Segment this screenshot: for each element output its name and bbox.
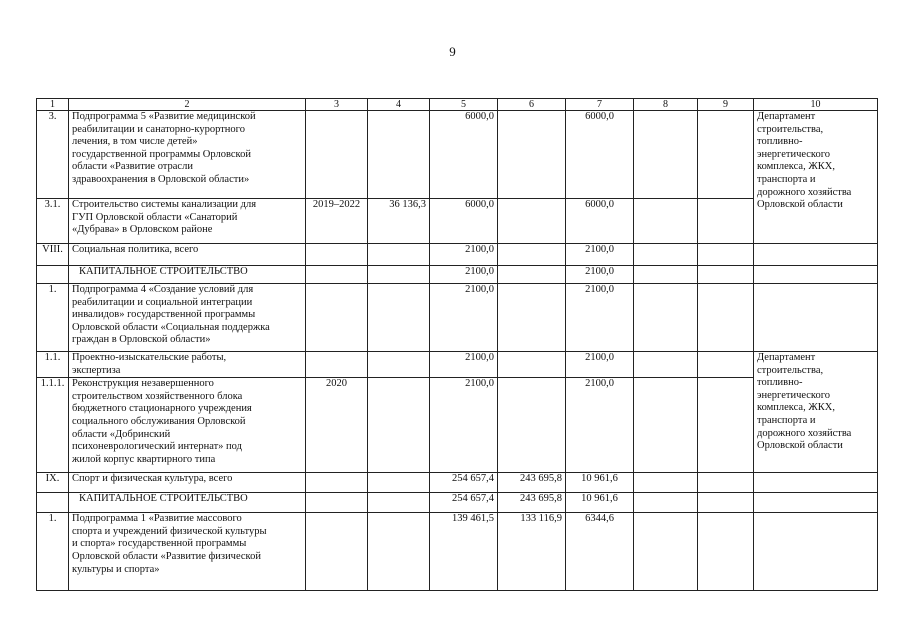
column-header: 8 (634, 99, 698, 111)
col9-cell (698, 266, 754, 284)
row-number: VIII. (37, 244, 69, 266)
row-number (37, 493, 69, 513)
col9-cell (698, 111, 754, 199)
row-number: IX. (37, 473, 69, 493)
federal-cell (498, 111, 566, 199)
total-cell: 6000,0 (430, 111, 498, 199)
period-cell (306, 111, 368, 199)
period-cell (306, 244, 368, 266)
regional-cell: 2100,0 (566, 378, 634, 473)
responsible-cell (754, 473, 878, 493)
budget-table (36, 98, 878, 591)
cost-cell (368, 284, 430, 352)
col8-cell (634, 352, 698, 378)
federal-cell (498, 352, 566, 378)
col9-cell (698, 493, 754, 513)
regional-cell: 2100,0 (566, 244, 634, 266)
federal-cell (498, 266, 566, 284)
column-header: 2 (69, 99, 306, 111)
col8-cell (634, 199, 698, 244)
table-row (37, 378, 878, 473)
table-row (37, 111, 878, 199)
col8-cell (634, 266, 698, 284)
table-row (37, 473, 878, 493)
responsible-cell (754, 244, 878, 266)
table-row (37, 244, 878, 266)
regional-cell: 6000,0 (566, 111, 634, 199)
row-number: 1. (37, 513, 69, 591)
column-header: 5 (430, 99, 498, 111)
total-cell: 2100,0 (430, 284, 498, 352)
row-description: Проектно-изыскательские работы, экспертиза (69, 352, 306, 378)
period-cell (306, 266, 368, 284)
federal-cell: 243 695,8 (498, 473, 566, 493)
row-number: 1. (37, 284, 69, 352)
column-header: 7 (566, 99, 634, 111)
col8-cell (634, 284, 698, 352)
col8-cell (634, 111, 698, 199)
regional-cell: 2100,0 (566, 284, 634, 352)
period-cell (306, 513, 368, 591)
cost-cell (368, 244, 430, 266)
total-cell: 139 461,5 (430, 513, 498, 591)
table-row (37, 493, 878, 513)
row-number: 3. (37, 111, 69, 199)
regional-cell: 6000,0 (566, 199, 634, 244)
col8-cell (634, 493, 698, 513)
row-description: Социальная политика, всего (69, 244, 306, 266)
table-row (37, 199, 878, 244)
table-header-row (37, 99, 878, 111)
cost-cell: 36 136,3 (368, 199, 430, 244)
col8-cell (634, 244, 698, 266)
responsible-cell: Департамент строительства, топливно- энергетического комплекса, ЖКХ, транспорта и дорожного хозяйства Орловской области (754, 111, 878, 244)
total-cell: 6000,0 (430, 199, 498, 244)
responsible-cell (754, 513, 878, 591)
cost-cell (368, 513, 430, 591)
regional-cell: 6344,6 (566, 513, 634, 591)
col9-cell (698, 513, 754, 591)
federal-cell: 243 695,8 (498, 493, 566, 513)
total-cell: 2100,0 (430, 378, 498, 473)
cost-cell (368, 473, 430, 493)
row-description: Спорт и физическая культура, всего (69, 473, 306, 493)
row-number: 1.1.1. (37, 378, 69, 473)
table-row (37, 352, 878, 378)
total-cell: 2100,0 (430, 352, 498, 378)
col9-cell (698, 352, 754, 378)
column-header: 6 (498, 99, 566, 111)
total-cell: 254 657,4 (430, 473, 498, 493)
row-description: Реконструкция незавершенного строительством хозяйственного блока бюджетного стационарного учреждения социального обслуживания Орловской области «Добринский психоневрологический интернат» под жилой корпус квартирного типа (69, 378, 306, 473)
col9-cell (698, 284, 754, 352)
federal-cell (498, 244, 566, 266)
cost-cell (368, 378, 430, 473)
col9-cell (698, 199, 754, 244)
responsible-cell (754, 493, 878, 513)
column-header: 10 (754, 99, 878, 111)
col8-cell (634, 378, 698, 473)
column-header: 3 (306, 99, 368, 111)
table-row (37, 266, 878, 284)
period-cell: 2020 (306, 378, 368, 473)
cost-cell (368, 352, 430, 378)
row-description: КАПИТАЛЬНОЕ СТРОИТЕЛЬСТВО (69, 493, 306, 513)
row-description: Подпрограмма 1 «Развитие массового спорта и учреждений физической культуры и спорта» государственной программы Орловской области «Развитие физической культуры и спорта» (69, 513, 306, 591)
row-description: Подпрограмма 4 «Создание условий для реабилитации и социальной интеграции инвалидов» государственной программы Орловской области «Социальная поддержка граждан в Орловской области» (69, 284, 306, 352)
col9-cell (698, 378, 754, 473)
period-cell (306, 473, 368, 493)
responsible-cell (754, 266, 878, 284)
cost-cell (368, 111, 430, 199)
table-row (37, 513, 878, 591)
federal-cell (498, 378, 566, 473)
period-cell: 2019–2022 (306, 199, 368, 244)
page-number: 9 (449, 44, 456, 59)
col8-cell (634, 473, 698, 493)
period-cell (306, 352, 368, 378)
column-header: 1 (37, 99, 69, 111)
row-number: 1.1. (37, 352, 69, 378)
row-description: КАПИТАЛЬНОЕ СТРОИТЕЛЬСТВО (69, 266, 306, 284)
row-description: Подпрограмма 5 «Развитие медицинской реабилитации и санаторно-курортного лечения, в том числе детей» государственной программы Орловской области «Развитие отрасли здравоохранения в Орловской области» (69, 111, 306, 199)
cost-cell (368, 266, 430, 284)
regional-cell: 2100,0 (566, 352, 634, 378)
table-row (37, 284, 878, 352)
federal-cell (498, 284, 566, 352)
total-cell: 254 657,4 (430, 493, 498, 513)
row-number: 3.1. (37, 199, 69, 244)
total-cell: 2100,0 (430, 266, 498, 284)
responsible-cell (754, 284, 878, 352)
regional-cell: 2100,0 (566, 266, 634, 284)
federal-cell (498, 199, 566, 244)
cost-cell (368, 493, 430, 513)
responsible-cell: Департамент строительства, топливно- энергетического комплекса, ЖКХ, транспорта и дорожного хозяйства Орловской области (754, 352, 878, 473)
col9-cell (698, 473, 754, 493)
row-number (37, 266, 69, 284)
period-cell (306, 284, 368, 352)
period-cell (306, 493, 368, 513)
regional-cell: 10 961,6 (566, 473, 634, 493)
regional-cell: 10 961,6 (566, 493, 634, 513)
column-header: 4 (368, 99, 430, 111)
column-header: 9 (698, 99, 754, 111)
col9-cell (698, 244, 754, 266)
col8-cell (634, 513, 698, 591)
federal-cell: 133 116,9 (498, 513, 566, 591)
total-cell: 2100,0 (430, 244, 498, 266)
row-description: Строительство системы канализации для ГУП Орловской области «Санаторий «Дубрава» в Орловском районе (69, 199, 306, 244)
